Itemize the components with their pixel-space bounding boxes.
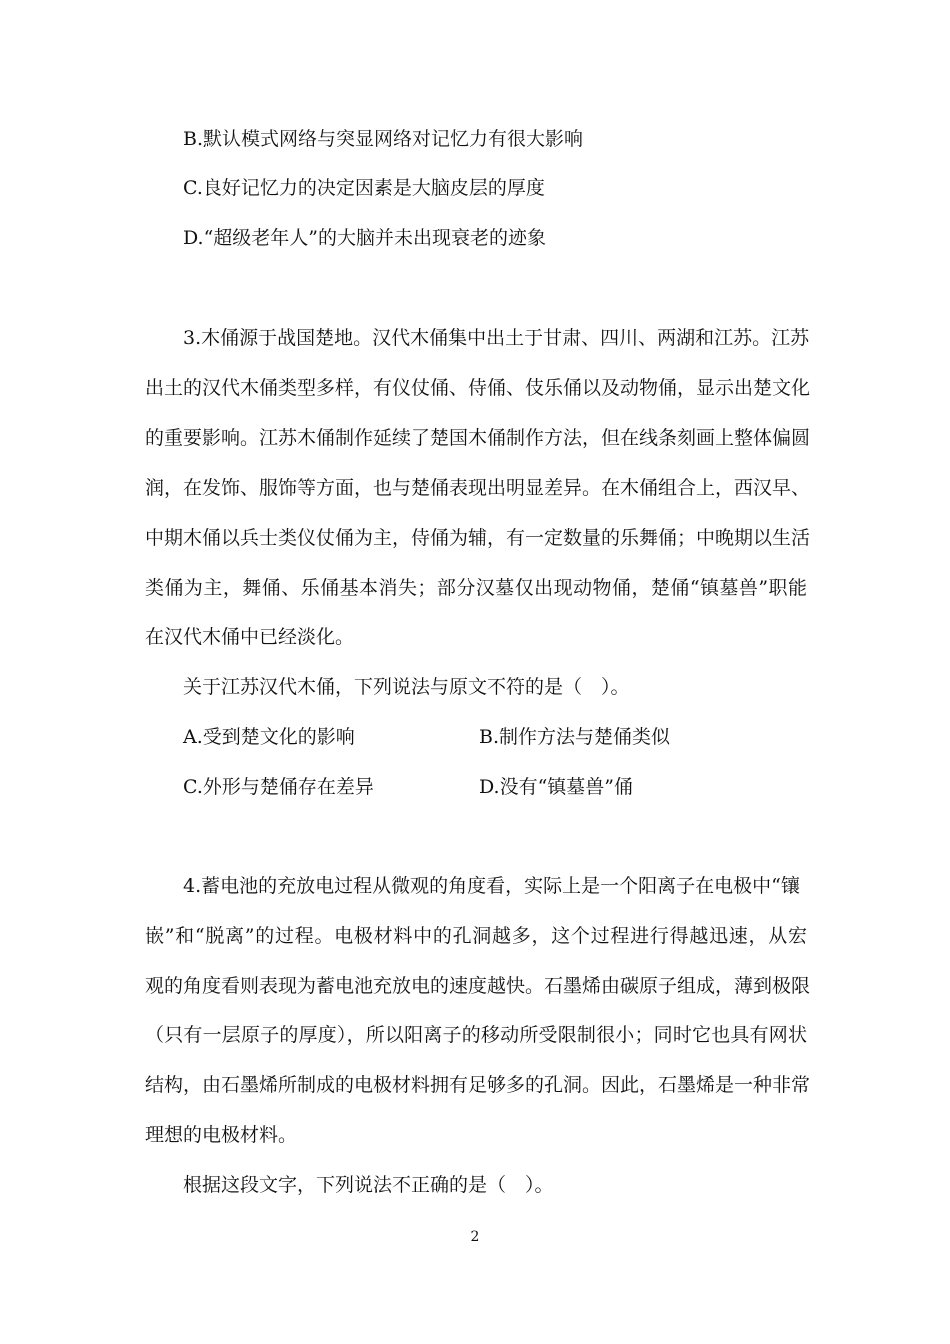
q4-question: 根据这段文字，下列说法不正确的是（ ）。 [183,1174,554,1196]
q4-passage-line: 嵌”和“脱离”的过程。电极材料中的孔洞越多，这个过程进行得越迅速，从宏 [145,925,807,947]
q3-passage-line: 3.木俑源于战国楚地。汉代木俑集中出土于甘肃、四川、两湖和江苏。江苏 [183,327,810,349]
q4-passage-line: 观的角度看则表现为蓄电池充放电的速度越快。石墨烯由碳原子组成，薄到极限 [145,975,811,997]
q4-passage-line: 结构，由石墨烯所制成的电极材料拥有足够多的孔洞。因此，石墨烯是一种非常 [145,1074,811,1096]
q3-option-a: A.受到楚文化的影响 [183,726,355,748]
q3-passage-line: 类俑为主，舞俑、乐俑基本消失；部分汉墓仅出现动物俑，楚俑“镇墓兽”职能 [145,577,807,599]
page-number: 2 [470,1229,480,1245]
q3-passage-line: 中期木俑以兵士类仪仗俑为主，侍俑为辅，有一定数量的乐舞俑；中晚期以生活 [145,527,811,549]
q4-passage-line: （只有一层原子的厚度），所以阳离子的移动所受限制很小；同时它也具有网状 [145,1024,807,1046]
q3-passage-line: 出土的汉代木俑类型多样，有仪仗俑、侍俑、伎乐俑以及动物俑，显示出楚文化 [145,377,811,399]
q2-option-d: D.“超级老年人”的大脑并未出现衰老的迹象 [183,227,547,249]
q3-question: 关于江苏汉代木俑，下列说法与原文不符的是（ ）。 [183,676,630,698]
q2-option-c: C.良好记忆力的决定因素是大脑皮层的厚度 [183,177,545,199]
q3-passage-line: 润，在发饰、服饰等方面，也与楚俑表现出明显差异。在木俑组合上，西汉早、 [145,477,811,499]
q3-option-b: B.制作方法与楚俑类似 [479,726,671,748]
q4-passage-line: 4.蓄电池的充放电过程从微观的角度看，实际上是一个阳离子在电极中“镶 [183,875,800,897]
q2-option-b: B.默认模式网络与突显网络对记忆力有很大影响 [183,128,584,150]
q3-option-d: D.没有“镇墓兽”俑 [479,776,634,798]
q3-passage-line: 在汉代木俑中已经淡化。 [145,626,355,648]
q4-passage-line: 理想的电极材料。 [145,1124,298,1146]
q3-option-c: C.外形与楚俑存在差异 [183,776,374,798]
q3-passage-line: 的重要影响。江苏木俑制作延续了楚国木俑制作方法，但在线条刻画上整体偏圆 [145,427,811,449]
